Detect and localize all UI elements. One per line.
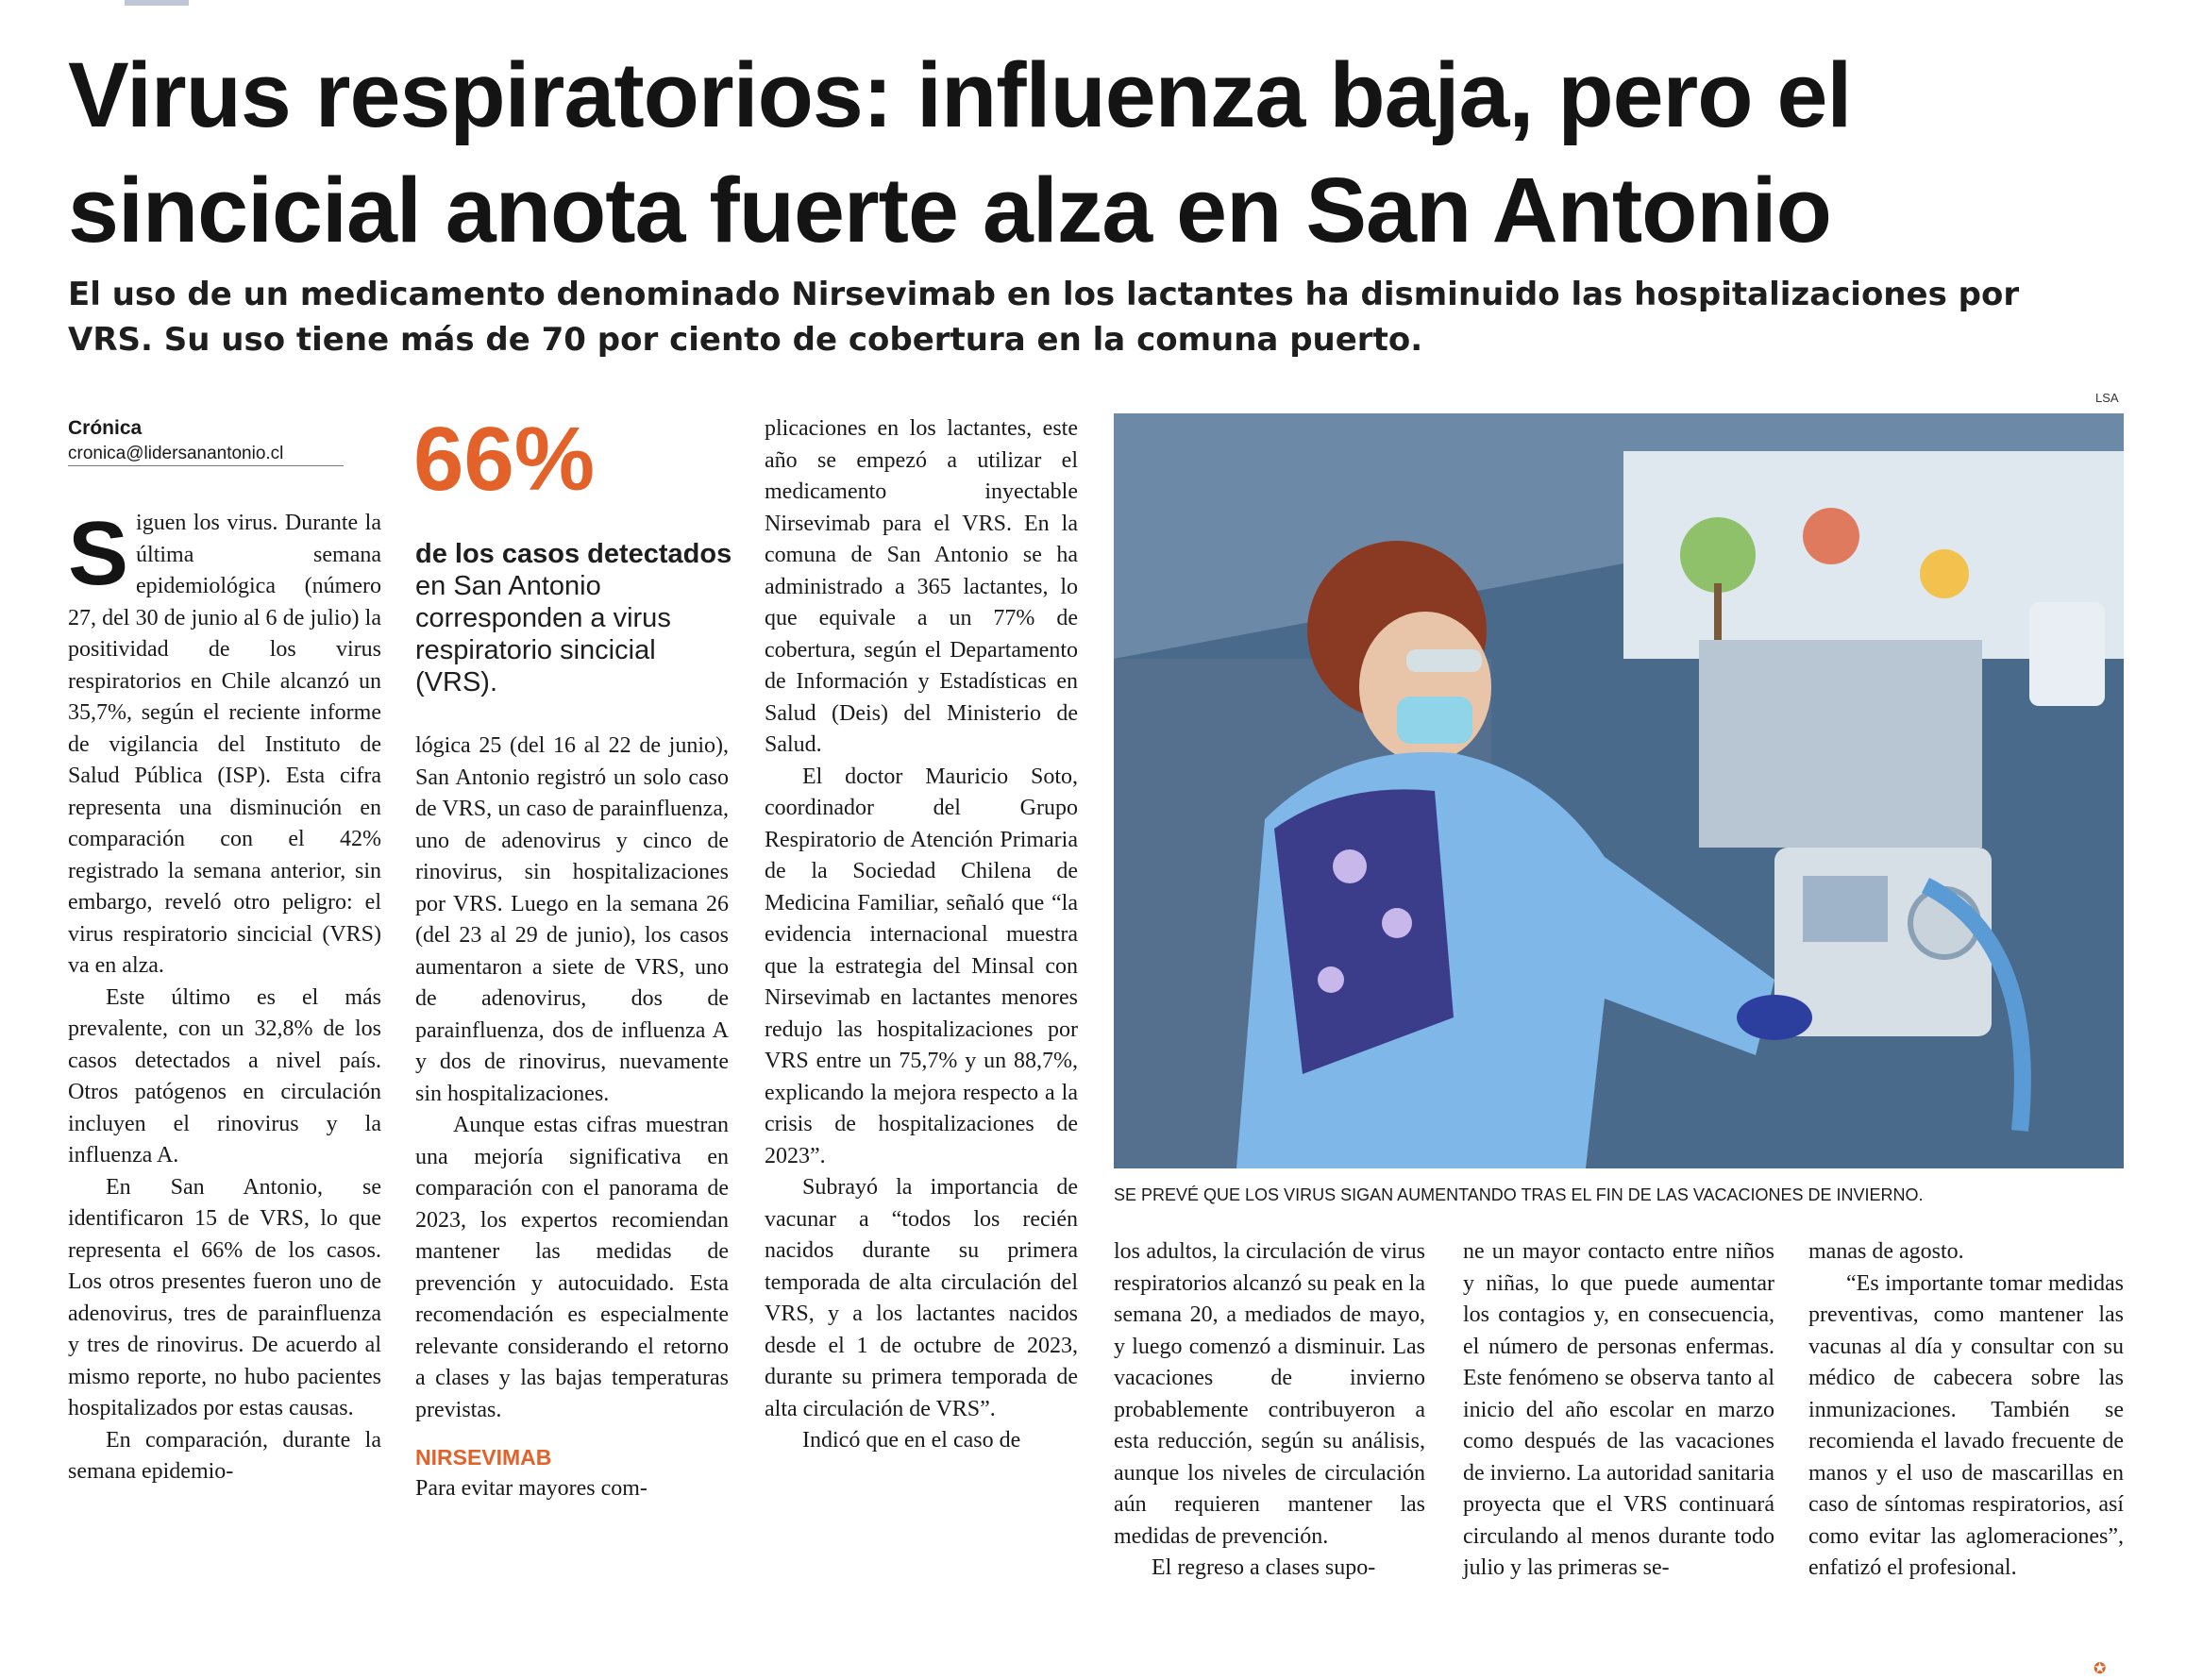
- body-column-6: [1808, 1236, 2124, 1585]
- headline-line-2: sincicial anota fuerte alza en San Antonio: [68, 159, 1831, 261]
- paragraph: Indicó que en el caso de: [802, 1428, 1021, 1453]
- section-heading-nirsevimab: NIRSEVIMAB: [415, 1445, 552, 1470]
- paragraph: Subrayó la importancia de vacunar a “todos los recién nacidos durante su primera temporada de alta circulación del VRS, y a los lactantes nacidos desde el 1 de octubre de 2023, durante su primera temporada de alta circulación de VRS”.: [765, 1175, 1078, 1421]
- article-photo: [1114, 413, 2124, 1168]
- paragraph: En San Antonio, se identificaron 15 de VRS, lo que representa el 66% de los casos. Los otros presentes fueron uno de adenovirus, tres de parainfluenza y tres de rinovirus. De acuerdo al mismo reporte, no hubo pacientes hospitalizados por estas causas.: [68, 1174, 381, 1420]
- body-column-1: [68, 503, 381, 1488]
- byline-section: Crónica: [68, 417, 143, 439]
- paragraph: El doctor Mauricio Soto, coordinador del Grupo Respiratorio de Atención Primaria de la Sociedad Chilena de Medicina Familiar, señaló que “la evidencia internacional muestra que la estrategia del Minsal con Nirsevimab en lactantes menores redujo las hospitalizaciones por VRS entre un 75,7% y un 88,7%, explicando la mejora respecto a la crisis de hospitalizaciones de 2023”.: [765, 764, 1078, 1168]
- top-accent-bar: [125, 0, 189, 6]
- highlight-stat-value: 66%: [413, 409, 596, 510]
- paragraph: Para evitar mayores com-: [415, 1476, 647, 1501]
- paragraph: En comparación, durante la semana epidemio-: [68, 1427, 381, 1484]
- paragraph: Aunque estas cifras muestran una mejoría significativa en comparación con el panorama de 2023, los expertos recomiendan mantener las medidas de prevención y autocuidado. Esta recomendación es especialmente relevante considerando el retorno a clases y las bajas temperaturas previstas.: [415, 1113, 729, 1422]
- paragraph: “Es importante tomar medidas preventivas, como mantener las vacunas al día y consultar con su médico de cabecera sobre las inmunizaciones. También se recomienda el lavado frecuente de manos y el uso de mascarillas en caso de síntomas respiratorios, así como evitar las aglomeraciones”, enfatizó el profesional.: [1808, 1270, 2124, 1580]
- paragraph: Este último es el más prevalente, con un 32,8% de los casos detectados a nivel país. Otros patógenos en circulación incluyen el rinovirus y la influenza A.: [68, 984, 381, 1168]
- paragraph: plicaciones en los lactantes, este año se empezó a utilizar el medicamento inyectable Nirsevimab para el VRS. En la comuna de San Antonio se ha administrado a 365 lactantes, lo que equivale a un 77% de cobertura, según el Departamento de Información y Estadísticas en Salud (Deis) del Ministerio de Salud.: [765, 416, 1078, 757]
- paragraph: El regreso a clases supo-: [1152, 1555, 1376, 1580]
- paragraph: [68, 503, 381, 983]
- paragraph: manas de agosto.: [1808, 1239, 1964, 1264]
- paragraph: los adultos, la circulación de virus respiratorios alcanzó su peak en la semana 20, a mediados de mayo, y luego comenzó a disminuir. Las vacaciones de invierno probablemente contribuyeron a esta reducción, según su análisis, aunque los niveles de circulación aún requieren mantener las medidas de prevención.: [1114, 1239, 1425, 1549]
- end-of-article-icon: ✪: [2094, 1659, 2107, 1677]
- byline: [68, 415, 342, 466]
- photo-credit: LSA: [2095, 391, 2119, 405]
- photo-caption: SE PREVÉ QUE LOS VIRUS SIGAN AUMENTANDO TRAS EL FIN DE LAS VACACIONES DE INVIERNO.: [1114, 1185, 1924, 1204]
- subheadline-line-1: El uso de un medicamento denominado Nirsevimab en los lactantes ha disminuido las hospitalizaciones por: [68, 276, 2020, 313]
- body-column-2: [415, 731, 729, 1505]
- paragraph: lógica 25 (del 16 al 22 de junio), San Antonio registró un solo caso de VRS, un caso de parainfluenza, uno de adenovirus y cinco de rinovirus, sin hospitalizaciones por VRS. Luego en la semana 26 (del 23 al 29 de junio), los casos aumentaron a siete de VRS, uno de adenovirus, dos de parainfluenza, dos de influenza A y dos de rinovirus, nuevamente sin hospitalizaciones.: [415, 733, 729, 1106]
- paragraph-text: iguen los virus. Durante la última semana epidemiológica (número 27, del 30 de junio al 6 de julio) la positividad de los virus respiratorios en Chile alcanzó un 35,7%, según el reciente informe de vigilancia del Instituto de Salud Pública (ISP). Esta cifra representa una disminución en comparación con el 42% registrado la semana anterior, sin embargo, reveló otro peligro: el virus respiratorio sincicial (VRS) va en alza.: [68, 511, 381, 978]
- body-column-5: [1463, 1236, 1774, 1585]
- highlight-stat-description: [415, 538, 736, 698]
- headline: [68, 38, 2126, 268]
- byline-email: cronica@lidersanantonio.cl: [68, 444, 284, 463]
- subheadline-line-2: VRS. Su uso tiene más de 70 por ciento de cobertura en la comuna puerto.: [68, 321, 1423, 359]
- subheadline: [68, 272, 2126, 362]
- headline-line-1: Virus respiratorios: influenza baja, pero el: [68, 43, 1852, 146]
- paragraph: ne un mayor contacto entre niños y niñas, lo que puede aumentar los contagios y, en consecuencia, el número de personas enfermas. Este fenómeno se observa tanto al inicio del año escolar en marzo como después de las vacaciones de invierno. La autoridad sanitaria proyecta que el VRS continuará circulando al menos durante todo julio y las primeras se-: [1463, 1239, 1774, 1580]
- highlight-stat-text: en San Antonio corresponden a virus respiratorio sincicial (VRS).: [415, 571, 671, 697]
- highlight-stat-bold: de los casos detectados: [415, 539, 732, 569]
- body-column-3: [765, 413, 1078, 1457]
- body-column-4: [1114, 1236, 1425, 1585]
- drop-cap: S: [68, 503, 129, 604]
- byline-divider: [68, 465, 344, 466]
- health-worker-illustration: [1114, 413, 2124, 1168]
